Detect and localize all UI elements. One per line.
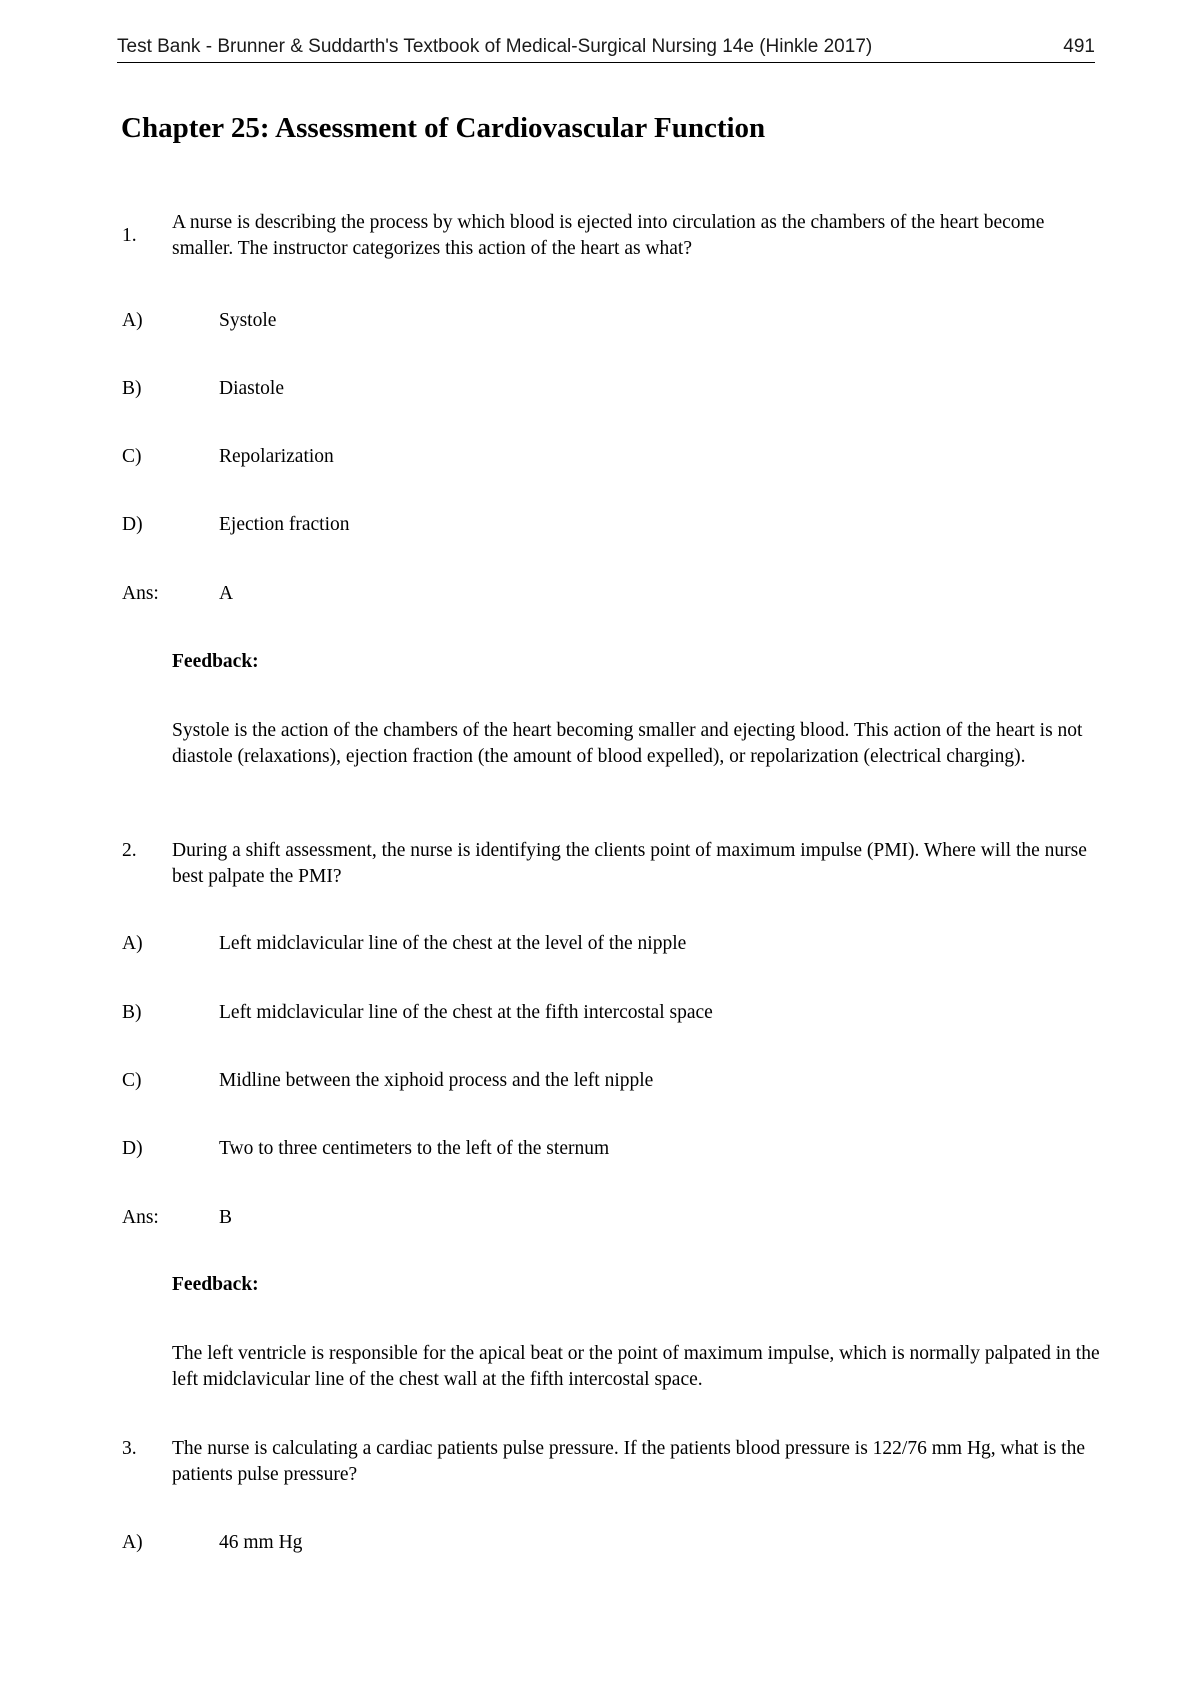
answer-label: Ans: [122, 1207, 159, 1228]
option-text: Two to three centimeters to the left of the sternum [219, 1138, 610, 1159]
feedback-text: The left ventricle is responsible for the apical beat or the point of maximum impulse, which is normally palpated in the left midclavicular line of the chest wall at the fifth intercostal space. [172, 1343, 1100, 1390]
feedback-text: Systole is the action of the chambers of the heart becoming smaller and ejecting blood. This action of the heart is not diastole (relaxations), ejection fraction (the amount of blood expelled), or repolarization (electrical charging). [172, 720, 1083, 767]
question-text: A nurse is describing the process by which blood is ejected into circulation as the chambers of the heart become smaller. The instructor categorizes this action of the heart as what? [172, 212, 1045, 259]
feedback-label: Feedback: [172, 1274, 259, 1295]
question-number: 1. [122, 225, 137, 246]
option-text: Left midclavicular line of the chest at the fifth intercostal space [219, 1002, 713, 1023]
chapter-title: Chapter 25: Assessment of Cardiovascular Function [121, 112, 766, 144]
option-text: 46 mm Hg [219, 1532, 303, 1553]
option-letter: D) [122, 1138, 143, 1159]
option-letter: A) [122, 310, 143, 331]
option-text: Midline between the xiphoid process and the left nipple [219, 1070, 654, 1091]
question-text: During a shift assessment, the nurse is identifying the clients point of maximum impulse (PMI). Where will the nurse best palpate the PMI? [172, 840, 1087, 887]
question-text: The nurse is calculating a cardiac patients pulse pressure. If the patients blood pressure is 122/76 mm Hg, what is the patients pulse pressure? [172, 1438, 1086, 1485]
answer-value: A [219, 583, 234, 604]
option-text: Repolarization [219, 446, 334, 467]
option-letter: B) [122, 1002, 142, 1023]
question-number: 3. [122, 1438, 137, 1459]
question-number: 2. [122, 840, 137, 861]
running-header [117, 36, 1095, 63]
option-letter: A) [122, 933, 143, 954]
option-letter: A) [122, 1532, 143, 1553]
feedback-label: Feedback: [172, 651, 259, 672]
option-text: Systole [219, 310, 277, 331]
option-text: Diastole [219, 378, 284, 399]
page-number: 491 [1063, 36, 1095, 57]
answer-label: Ans: [122, 583, 159, 604]
option-letter: C) [122, 446, 142, 467]
option-letter: B) [122, 378, 142, 399]
option-letter: C) [122, 1070, 142, 1091]
option-text: Left midclavicular line of the chest at the level of the nipple [219, 933, 687, 954]
answer-value: B [219, 1207, 233, 1228]
option-letter: D) [122, 514, 143, 535]
header-title: Test Bank - Brunner & Suddarth's Textbook of Medical-Surgical Nursing 14e (Hinkle 2017) [117, 36, 873, 57]
option-text: Ejection fraction [219, 514, 350, 535]
